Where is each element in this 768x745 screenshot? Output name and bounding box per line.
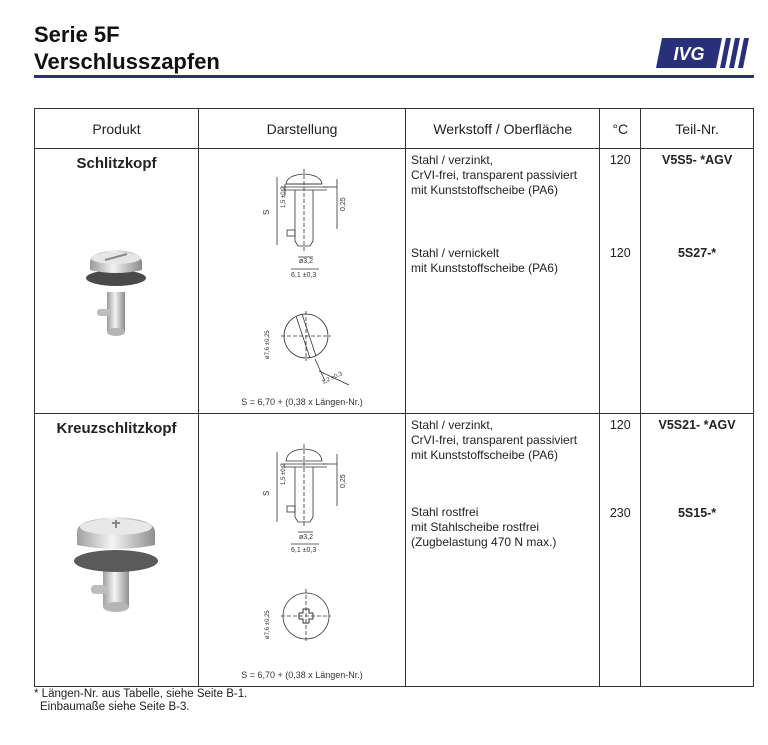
table-row xyxy=(35,414,754,687)
col-header-part-no: Teil-Nr. xyxy=(641,109,754,149)
part-number: 5S27-* xyxy=(677,246,717,260)
series-title: Serie 5F xyxy=(34,22,120,47)
length-formula: S = 6,70 + (0,38 x Längen-Nr.) xyxy=(241,397,363,407)
material-text: Stahl / verzinkt, CrVI-frei, transparent passiviert mit Kunststoffscheibe (PA6) xyxy=(411,153,578,197)
material-text: Stahl / verzinkt, CrVI-frei, transparent passiviert mit Kunststoffscheibe (PA6) xyxy=(411,418,578,462)
logo-text: IVG xyxy=(673,44,705,64)
product-table xyxy=(34,108,754,687)
length-formula: S = 6,70 + (0,38 x Längen-Nr.) xyxy=(241,670,363,680)
col-header-material: Werkstoff / Oberfläche xyxy=(406,109,600,149)
dim-s: S xyxy=(262,209,271,215)
temp-value: 120 xyxy=(609,246,631,260)
material-cell xyxy=(406,149,600,414)
footnote xyxy=(34,688,247,714)
temp-value: 120 xyxy=(609,418,631,432)
temp-cell xyxy=(600,149,641,414)
dim-d3: ø3,2 xyxy=(299,534,314,541)
header-rule xyxy=(34,75,754,78)
col-header-temp: °C xyxy=(600,109,641,149)
temp-value: 230 xyxy=(609,506,631,520)
dim-d3: ø3,2 xyxy=(299,258,314,265)
ivg-logo xyxy=(654,38,754,68)
drawing-cell xyxy=(199,414,406,687)
col-header-drawing: Darstellung xyxy=(199,109,406,149)
dim-d2: 0,25 xyxy=(340,197,347,211)
slot-head-technical-drawing xyxy=(199,149,405,397)
product-cell xyxy=(35,414,199,687)
part-number: 5S15-* xyxy=(677,506,717,520)
dim-d4: 6,1 ±0,3 xyxy=(291,272,317,279)
product-line-title: Verschlusszapfen xyxy=(34,49,220,74)
drawing-cell xyxy=(199,149,406,414)
part-no-cell xyxy=(641,414,754,687)
material-cell xyxy=(406,414,600,687)
part-number: V5S5- *AGV xyxy=(661,153,733,167)
dim-d5: ø7,6 ±0,25 xyxy=(265,610,271,639)
dim-d1: 1,5 ±0,2 xyxy=(281,463,287,485)
dim-s: S xyxy=(262,490,271,496)
part-number: V5S21- *AGV xyxy=(658,418,736,432)
material-text: Stahl rostfrei mit Stahlscheibe rostfrei (Zugbelastung 470 N max.) xyxy=(411,505,557,549)
product-name: Schlitzkopf xyxy=(76,155,157,172)
dim-d1: 1,5 ±0,2 xyxy=(281,186,287,208)
dim-d2: 0,25 xyxy=(340,474,347,488)
footnote-line: * Längen-Nr. aus Tabelle, siehe Seite B-1. xyxy=(34,688,248,700)
dim-d5: ø7,6 ±0,25 xyxy=(265,330,271,359)
table-header-row xyxy=(35,109,754,149)
dim-d4: 6,1 ±0,3 xyxy=(291,547,317,554)
cross-head-technical-drawing xyxy=(199,414,405,670)
table-row xyxy=(35,149,754,414)
product-name: Kreuzschlitzkopf xyxy=(56,420,177,437)
cross-head-fastener-image xyxy=(35,437,198,667)
part-no-cell xyxy=(641,149,754,414)
col-header-product: Produkt xyxy=(35,109,199,149)
product-cell xyxy=(35,149,199,414)
material-text: Stahl / vernickelt mit Kunststoffscheibe (PA6) xyxy=(411,246,558,275)
dim-d6: 1,2 ±0,3 xyxy=(321,371,344,386)
temp-cell xyxy=(600,414,641,687)
temp-value: 120 xyxy=(609,153,631,167)
slot-head-fastener-image xyxy=(35,172,198,402)
footnote-line: Einbaumaße siehe Seite B-3. xyxy=(40,701,190,713)
